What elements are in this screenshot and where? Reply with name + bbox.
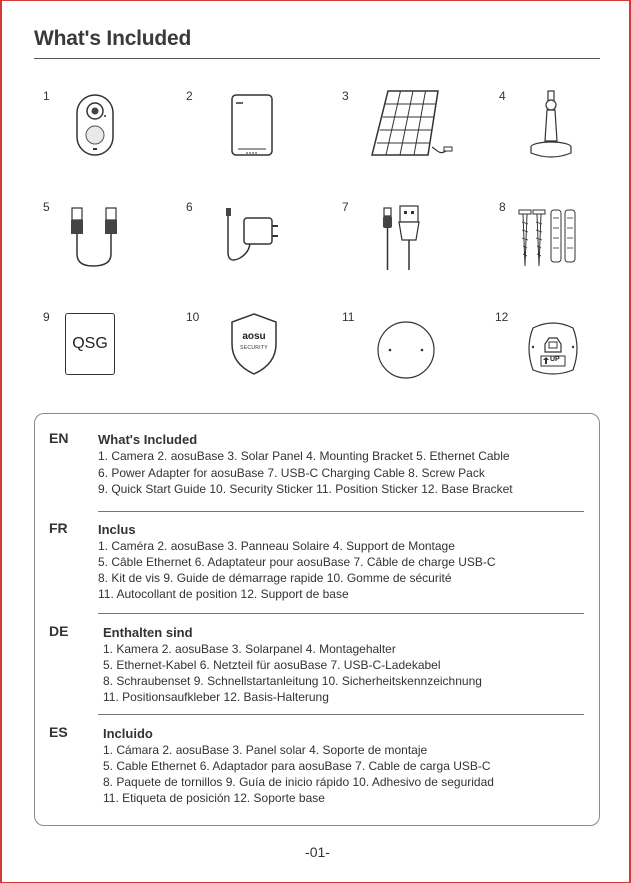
lang-line: 11. Positionsaufkleber 12. Basis-Halterung — [103, 690, 329, 704]
item-number: 6 — [186, 200, 193, 214]
item-screw-pack — [499, 200, 631, 300]
item-number: 2 — [186, 89, 193, 103]
item-camera — [43, 89, 193, 189]
lang-line: 11. Etiqueta de posición 12. Soporte base — [103, 791, 325, 805]
aosubase-icon — [230, 93, 274, 159]
lang-code: ES — [49, 724, 68, 740]
lang-line: 5. Ethernet-Kabel 6. Netzteil für aosuBase 7. USB-C-Ladekabel — [103, 658, 441, 672]
usb-c-cable-icon — [380, 204, 430, 272]
section-divider — [98, 613, 584, 614]
item-number: 9 — [43, 310, 50, 324]
item-position-sticker — [342, 310, 492, 410]
lang-line: 1. Kamera 2. aosuBase 3. Solarpanel 4. Montagehalter — [103, 642, 396, 656]
lang-line: 1. Camera 2. aosuBase 3. Solar Panel 4. Mounting Bracket 5. Ethernet Cable — [98, 449, 510, 463]
item-number: 12 — [495, 310, 509, 324]
item-power-adapter — [186, 200, 336, 300]
lang-line: 5. Câble Ethernet 6. Adaptateur pour aosuBase 7. Câble de charge USB-C — [98, 555, 496, 569]
lang-line: 11. Autocollant de position 12. Support de base — [98, 587, 349, 601]
item-security-sticker — [186, 310, 336, 410]
item-number: 7 — [342, 200, 349, 214]
power-adapter-icon — [220, 206, 282, 268]
lang-line: 1. Cámara 2. aosuBase 3. Panel solar 4. Soporte de montaje — [103, 743, 428, 757]
lang-line: 8. Kit de vis 9. Guide de démarrage rapide 10. Gomme de sécurité — [98, 571, 452, 585]
page-number: -01- — [305, 844, 330, 860]
lang-line: 8. Schraubenset 9. Schnellstartanleitung 10. Sicherheitskennzeichnung — [103, 674, 482, 688]
lang-line: 1. Caméra 2. aosuBase 3. Panneau Solaire 4. Support de Montage — [98, 539, 455, 553]
page-title: What's Included — [34, 27, 192, 50]
item-aosubase — [186, 89, 336, 189]
item-usb-c-cable — [342, 200, 492, 300]
item-base-bracket — [495, 310, 631, 410]
item-number: 5 — [43, 200, 50, 214]
lang-heading: Enthalten sind — [103, 625, 193, 640]
lang-code: EN — [49, 430, 69, 446]
lang-code: FR — [49, 520, 68, 536]
security-sticker-icon — [230, 312, 278, 376]
screw-pack-icon — [517, 208, 581, 270]
ethernet-cable-icon — [67, 204, 123, 270]
item-number: 10 — [186, 310, 200, 324]
solar-panel-icon — [366, 89, 456, 161]
item-quick-start-guide — [43, 310, 193, 410]
title-divider — [34, 58, 600, 59]
item-solar-panel — [342, 89, 492, 189]
lang-line: 9. Quick Start Guide 10. Security Sticker 11. Position Sticker 12. Base Bracket — [98, 482, 513, 496]
lang-line: 8. Paquete de tornillos 9. Guía de inicio rápido 10. Adhesivo de seguridad — [103, 775, 494, 789]
position-sticker-icon — [376, 320, 436, 380]
sticker-brand: aosu — [242, 331, 266, 342]
item-number: 4 — [499, 89, 506, 103]
lang-heading: What's Included — [98, 432, 198, 447]
mounting-bracket-icon — [527, 89, 577, 161]
section-divider — [98, 511, 584, 512]
item-number: 11 — [342, 310, 355, 324]
language-box — [34, 413, 600, 826]
sticker-sub: SECURITY — [240, 345, 268, 351]
lang-code: DE — [49, 623, 69, 639]
item-number: 1 — [43, 89, 50, 103]
lang-line: 5. Cable Ethernet 6. Adaptador para aosuBase 7. Cable de carga USB-C — [103, 759, 491, 773]
lang-heading: Incluido — [103, 726, 153, 741]
up-label: UP — [550, 356, 560, 363]
base-bracket-icon — [525, 320, 581, 378]
item-ethernet-cable — [43, 200, 193, 300]
item-number: 3 — [342, 89, 349, 103]
item-mounting-bracket — [499, 89, 631, 189]
section-divider — [98, 714, 584, 715]
quick-start-guide-icon — [65, 313, 115, 375]
camera-icon — [75, 93, 115, 157]
lang-heading: Inclus — [98, 522, 136, 537]
lang-line: 6. Power Adapter for aosuBase 7. USB-C Charging Cable 8. Screw Pack — [98, 466, 485, 480]
item-number: 8 — [499, 200, 506, 214]
qsg-label: QSG — [72, 335, 108, 352]
